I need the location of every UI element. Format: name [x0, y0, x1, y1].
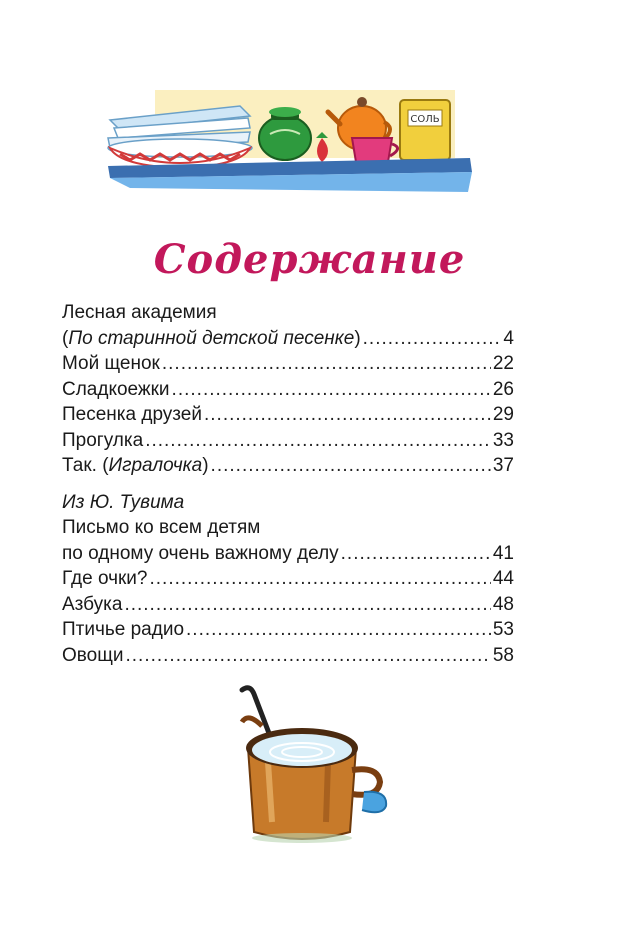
toc-entry-7[interactable] — [62, 541, 514, 567]
toc-leader-dots — [341, 541, 491, 567]
toc-entry-label: Мой щенок — [62, 353, 160, 374]
toc-page-number: 4 — [503, 327, 514, 349]
toc-entry-1[interactable] — [62, 326, 514, 352]
toc-entry-subtitle-wrapper — [62, 326, 361, 352]
toc-leader-dots — [162, 351, 491, 377]
cooking-pot-illustration — [228, 682, 398, 847]
toc-page-number: 33 — [492, 429, 514, 451]
toc-leader-dots — [363, 326, 502, 352]
pot-rim-water — [246, 728, 358, 768]
kitchen-shelf-illustration — [100, 88, 480, 198]
toc-leader-dots — [124, 592, 490, 618]
toc-leader-dots — [150, 566, 491, 592]
toc-entry-2[interactable] — [62, 351, 514, 377]
paren-close: ) — [202, 455, 209, 476]
page-title: Содержание — [153, 236, 466, 283]
toc-entry-label: Лесная академия — [62, 302, 217, 323]
salt-jar — [400, 100, 450, 160]
toc-page-number: 48 — [492, 593, 514, 615]
toc-entry-8[interactable] — [62, 566, 514, 592]
pot-handle-left — [242, 718, 262, 726]
toc-entry-label: Птичье радио — [62, 619, 185, 640]
toc-page-number: 29 — [492, 404, 514, 425]
toc-entry-label: Песенка друзей — [62, 404, 202, 425]
toc-entry-subtitle: По старинной детской песенке — [68, 327, 355, 349]
salt-jar-label: СОЛЬ — [410, 114, 440, 125]
table-of-contents — [62, 300, 514, 668]
toc-leader-dots — [186, 617, 491, 643]
paren-open: ( — [62, 327, 69, 349]
toc-entry-5[interactable] — [62, 428, 514, 454]
plates-stack — [108, 106, 252, 168]
toc-leader-dots — [125, 643, 490, 669]
section-spacer — [62, 479, 514, 490]
toc-leader-dots — [172, 377, 491, 403]
toc-entry-9[interactable] — [62, 592, 514, 618]
toc-entry-1-title — [62, 300, 514, 326]
toc-entry-3[interactable] — [62, 377, 514, 403]
section-title: Из Ю. Тувима — [62, 491, 185, 513]
toc-section-heading — [62, 490, 514, 516]
pot-shadow — [252, 833, 352, 843]
toc-entry-4[interactable] — [62, 402, 514, 428]
toc-entry-subtitle: Игралочка — [108, 455, 203, 476]
toc-entry-label-wrapper — [62, 453, 209, 479]
toc-entry-7-title — [62, 515, 514, 541]
toc-entry-6[interactable] — [62, 453, 514, 479]
toc-page-number: 26 — [492, 378, 514, 400]
toc-page-number: 44 — [492, 568, 514, 589]
toc-entry-label: Прогулка — [62, 429, 144, 451]
paren-close: ) — [354, 327, 361, 349]
toc-entry-prefix: Так. ( — [62, 455, 109, 476]
toc-entry-label-continued: по одному очень важному делу — [62, 542, 339, 564]
toc-entry-label: Сладкоежки — [62, 378, 170, 400]
toc-entry-11[interactable] — [62, 643, 514, 669]
toc-entry-10[interactable] — [62, 617, 514, 643]
toc-page-number: 53 — [492, 619, 514, 640]
toc-entry-label: Овощи — [62, 644, 124, 666]
toc-entry-label: Азбука — [62, 593, 123, 615]
toc-entry-label: Письмо ко всем детям — [62, 517, 261, 538]
toc-page-number: 22 — [492, 353, 514, 374]
pot-handle-right — [352, 769, 386, 812]
pink-cup — [352, 138, 398, 162]
toc-leader-dots — [145, 428, 491, 454]
toc-page-number: 58 — [492, 644, 514, 666]
toc-leader-dots — [204, 402, 491, 428]
toc-page-number: 37 — [492, 455, 514, 476]
toc-leader-dots — [211, 453, 491, 479]
toc-entry-label: Где очки? — [62, 568, 148, 589]
toc-page-number: 41 — [492, 542, 514, 564]
